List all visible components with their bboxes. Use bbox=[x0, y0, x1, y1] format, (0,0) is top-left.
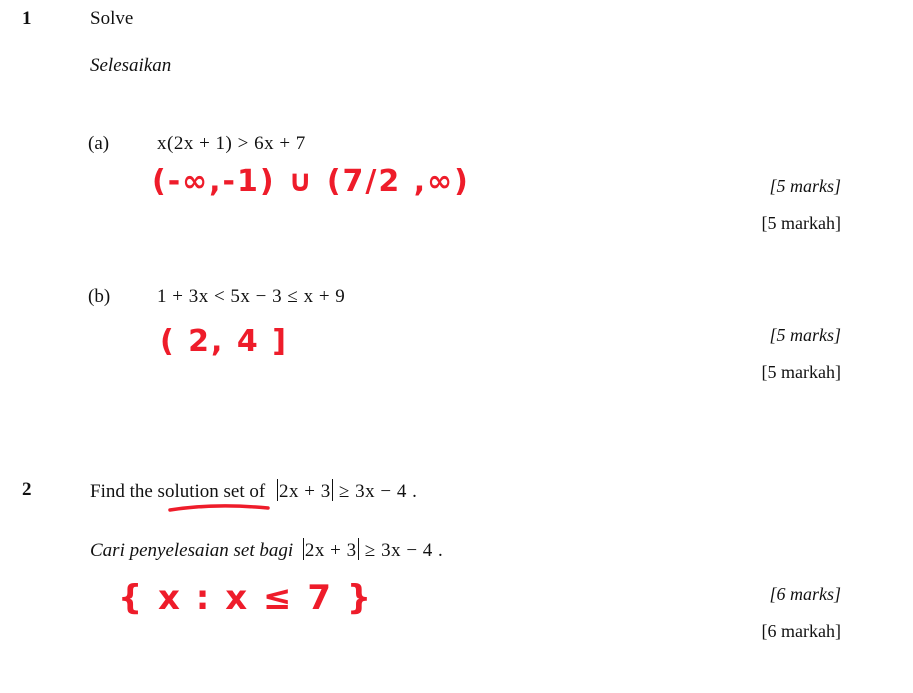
question-2-handwritten-answer: { x : x ≤ 7 } bbox=[118, 578, 374, 618]
part-a-marks: [5 marks] bbox=[769, 176, 841, 196]
part-b-expression: 1 + 3x < 5x − 3 ≤ x + 9 bbox=[157, 286, 346, 307]
part-a-label: (a) bbox=[88, 133, 110, 154]
question-2-text: Find the solution set of bbox=[90, 481, 266, 502]
question-1-instruction-malay: Selesaikan bbox=[90, 55, 172, 76]
question-1-instruction: Solve bbox=[90, 8, 134, 29]
part-a-markah: [5 markah] bbox=[761, 213, 841, 233]
abs-inner-expression: 2x + 3 bbox=[278, 481, 331, 502]
question-2-number: 2 bbox=[22, 479, 32, 500]
part-b-label: (b) bbox=[88, 286, 111, 307]
part-a-expression: x(2x + 1) > 6x + 7 bbox=[157, 133, 306, 154]
part-a-handwritten-answer: (-∞,-1) ∪ (7/2 ,∞) bbox=[152, 164, 470, 199]
question-2-markah: [6 markah] bbox=[761, 621, 841, 641]
abs-rhs-expression: ≥ 3x − 4 . bbox=[338, 481, 418, 502]
question-2-marks: [6 marks] bbox=[769, 584, 841, 604]
part-b-marks: [5 marks] bbox=[769, 325, 841, 345]
abs-inner-expression-malay: 2x + 3 bbox=[304, 540, 357, 561]
part-b-handwritten-answer: ( 2, 4 ] bbox=[160, 324, 288, 359]
abs-rhs-expression-malay: ≥ 3x − 4 . bbox=[364, 540, 444, 561]
part-b-markah: [5 markah] bbox=[761, 362, 841, 382]
question-1-number: 1 bbox=[22, 8, 32, 29]
question-2-text-malay: Cari penyelesaian set bagi bbox=[90, 540, 294, 561]
